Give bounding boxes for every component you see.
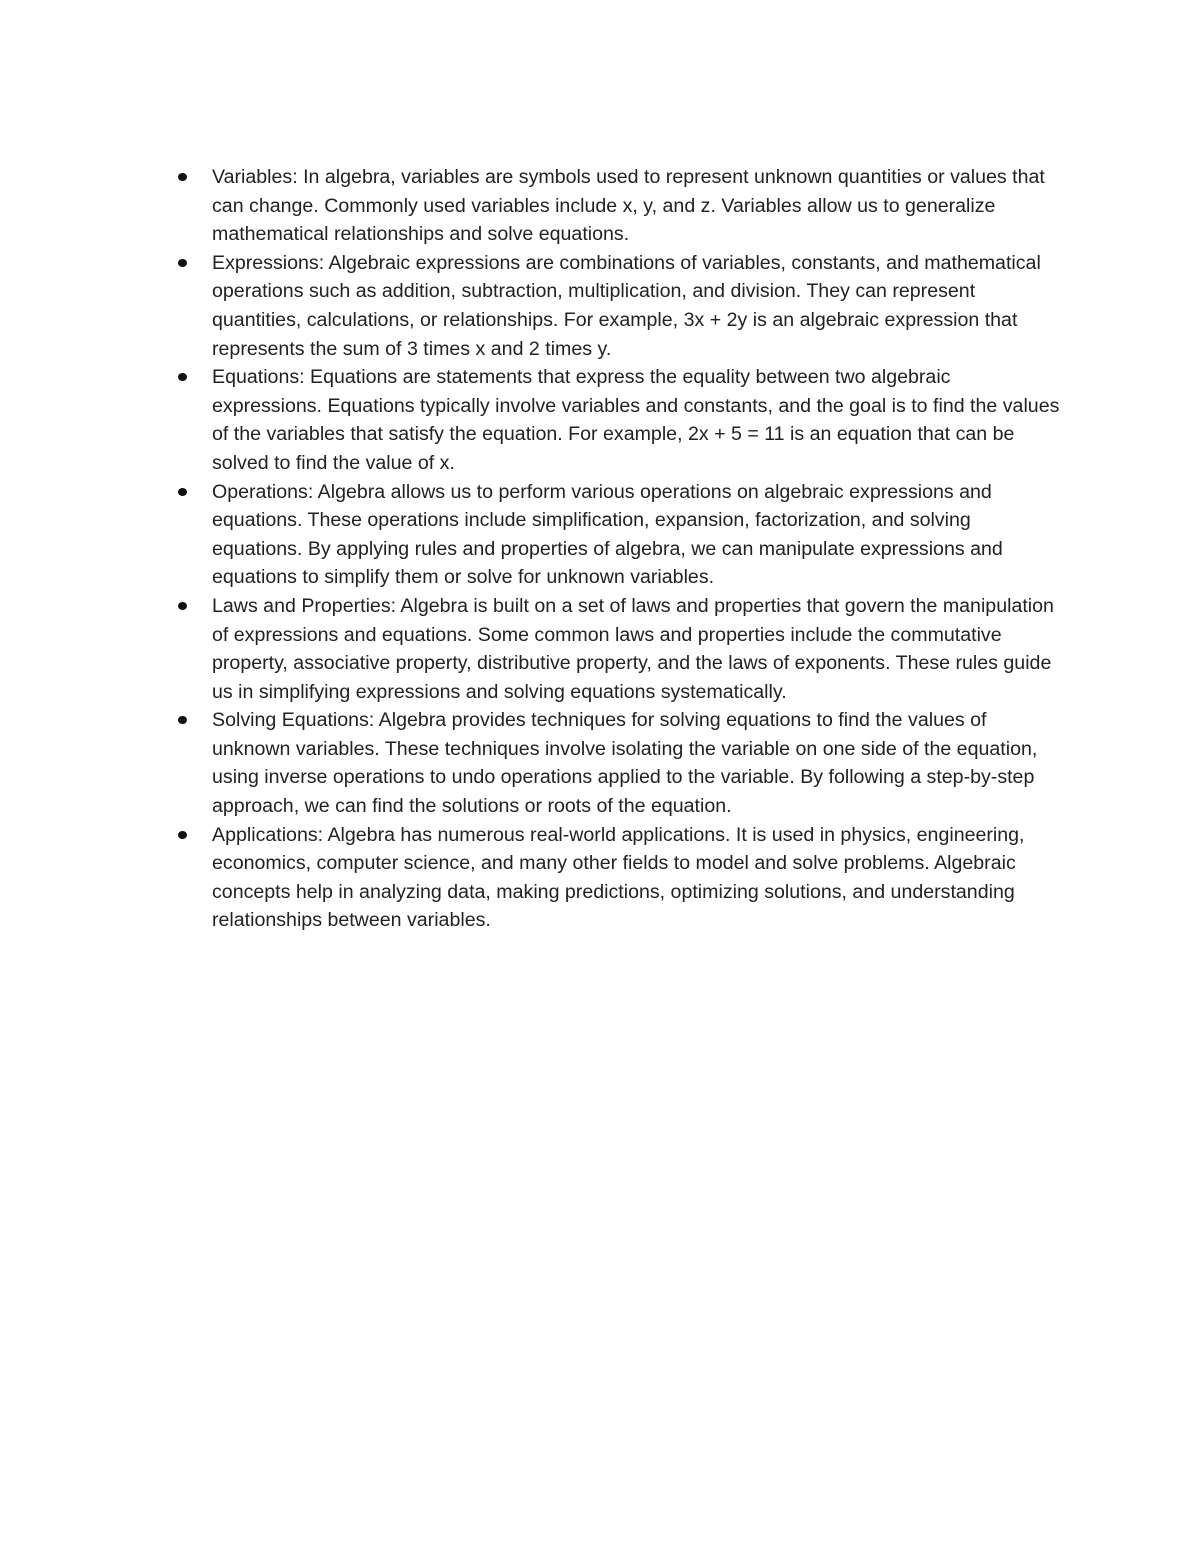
list-item (212, 249, 1062, 363)
bullet-icon (178, 488, 187, 496)
bullet-list (212, 163, 1062, 935)
bullet-icon (178, 259, 187, 267)
list-item-text: Solving Equations: Algebra provides techniques for solving equations to find the values of unknown variables. These techniques involve isolating the variable on one side of the equation, using inverse operations to undo operations applied to the variable. By following a step-by-step approach, we can find the solutions or roots of the equation. (212, 709, 1038, 818)
list-item-text: Laws and Properties: Algebra is built on a set of laws and properties that govern the manipulation of expressions and equations. Some common laws and properties include the commutative property, associative property, distributive property, and the laws of exponents. These rules guide us in simplifying expressions and solving equations systematically. (212, 594, 1054, 703)
list-item-text: Operations: Algebra allows us to perform various operations on algebraic expressions and equations. These operations include simplification, expansion, factorization, and solving equations. By applying rules and properties of algebra, we can manipulate expressions and equations to simplify them or solve for unknown variables. (212, 480, 1003, 589)
bullet-icon (178, 716, 187, 724)
list-item (212, 592, 1062, 706)
bullet-icon (178, 831, 187, 839)
bullet-icon (178, 373, 187, 381)
bullet-icon (178, 602, 187, 610)
list-item (212, 478, 1062, 592)
list-item (212, 363, 1062, 477)
list-item (212, 821, 1062, 935)
list-item-text: Variables: In algebra, variables are symbols used to represent unknown quantities or values that can change. Commonly used variables include x, y, and z. Variables allow us to generalize mathematical relationships and solve equations. (212, 166, 1045, 246)
list-item-text: Applications: Algebra has numerous real-world applications. It is used in physics, engineering, economics, computer science, and many other fields to model and solve problems. Algebraic concepts help in analyzing data, making predictions, optimizing solutions, and understanding relationships between variables. (212, 823, 1025, 932)
list-item (212, 706, 1062, 820)
list-item (212, 163, 1062, 249)
list-item-text: Equations: Equations are statements that express the equality between two algebraic expressions. Equations typically involve variables and constants, and the goal is to find the values of the variables that satisfy the equation. For example, 2x + 5 = 11 is an equation that can be solved to find the value of x. (212, 366, 1060, 474)
bullet-icon (178, 173, 187, 181)
list-item-text: Expressions: Algebraic expressions are combinations of variables, constants, and mathematical operations such as addition, subtraction, multiplication, and division. They can represent quantities, calculations, or relationships. For example, 3x + 2y is an algebraic expression that represents the sum of 3 times x and 2 times y. (212, 251, 1041, 360)
